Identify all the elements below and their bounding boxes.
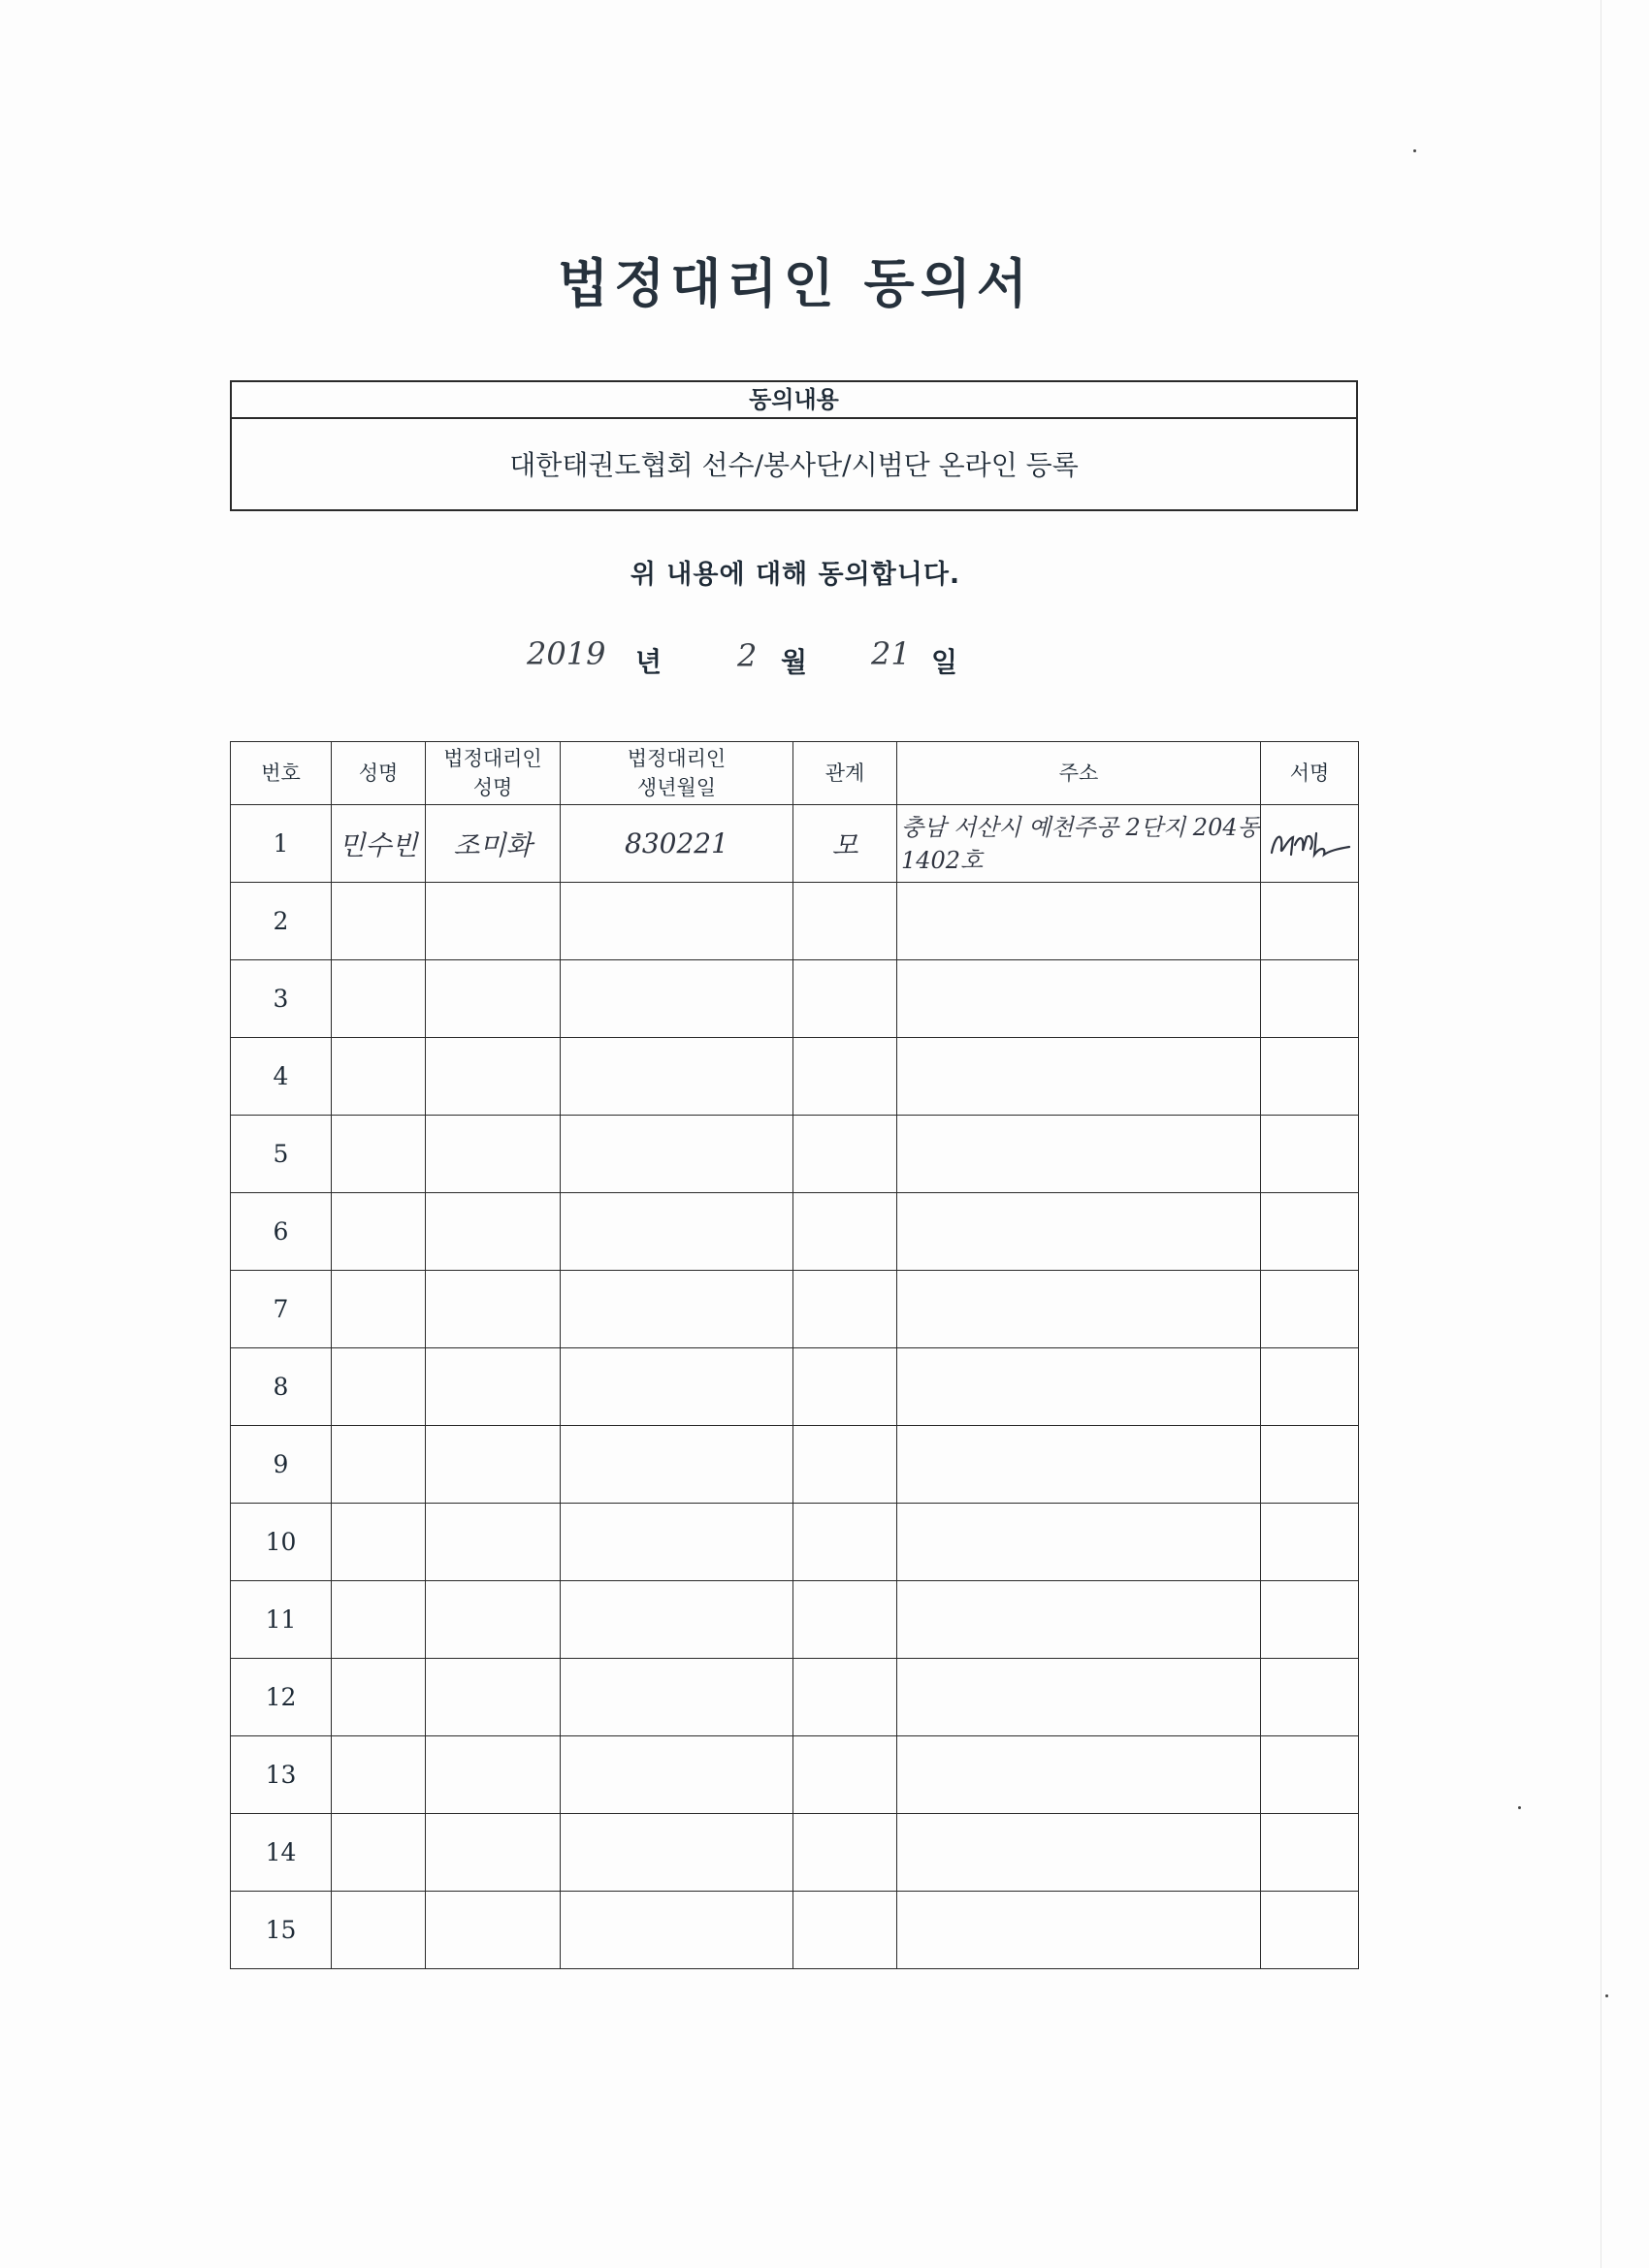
date-day: 21	[871, 635, 911, 672]
cell-name	[332, 883, 426, 960]
cell-guardian	[426, 1581, 561, 1659]
cell-guardian	[426, 1504, 561, 1581]
cell-name	[332, 1271, 426, 1348]
cell-birth	[561, 1504, 793, 1581]
cell-guardian	[426, 1736, 561, 1814]
cell-guardian	[426, 805, 561, 883]
col-header-name: 성명	[332, 742, 426, 805]
handwritten-guardian: 조미화	[453, 828, 533, 861]
cell-guardian	[426, 883, 561, 960]
row-number: 3	[231, 960, 332, 1038]
cell-signature	[1261, 1348, 1359, 1426]
cell-guardian	[426, 1116, 561, 1193]
table-row	[231, 1426, 1359, 1504]
cell-birth	[561, 1659, 793, 1736]
row-number: 15	[231, 1892, 332, 1969]
cell-name	[332, 1038, 426, 1116]
cell-name	[332, 1426, 426, 1504]
handwritten-relation: 모	[831, 828, 858, 861]
row-number: 13	[231, 1736, 332, 1814]
table-row	[231, 1504, 1359, 1581]
cell-signature	[1261, 1426, 1359, 1504]
cell-signature	[1261, 1659, 1359, 1736]
handwritten-address: 충남 서산시 예천주공 2단지 204동 1402호	[901, 813, 1260, 874]
cell-name	[332, 1193, 426, 1271]
table-row	[231, 1193, 1359, 1271]
cell-signature	[1261, 1892, 1359, 1969]
cell-signature	[1261, 1736, 1359, 1814]
cell-address	[897, 960, 1261, 1038]
cell-relation	[793, 1581, 897, 1659]
cell-relation	[793, 883, 897, 960]
date-month: 2	[737, 637, 758, 674]
row-number: 11	[231, 1581, 332, 1659]
cell-guardian	[426, 1426, 561, 1504]
cell-address	[897, 1581, 1261, 1659]
cell-signature	[1261, 1504, 1359, 1581]
table-row	[231, 805, 1359, 883]
cell-birth	[561, 1271, 793, 1348]
document-title: 법정대리인 동의서	[557, 253, 1034, 314]
consent-content: 대한태권도협회 선수/봉사단/시범단 온라인 등록	[509, 449, 1079, 481]
cell-relation	[793, 1736, 897, 1814]
date-month-label: 월	[781, 646, 808, 678]
cell-relation	[793, 1348, 897, 1426]
cell-guardian	[426, 1271, 561, 1348]
cell-address	[897, 1038, 1261, 1116]
cell-guardian	[426, 1814, 561, 1892]
cell-relation	[793, 1038, 897, 1116]
row-number: 4	[231, 1038, 332, 1116]
cell-birth	[561, 1116, 793, 1193]
row-number: 9	[231, 1426, 332, 1504]
col-header-signature: 서명	[1261, 742, 1359, 805]
cell-name	[332, 1504, 426, 1581]
table-row	[231, 1116, 1359, 1193]
cell-address	[897, 1736, 1261, 1814]
col-header-relation: 관계	[793, 742, 897, 805]
cell-relation	[793, 960, 897, 1038]
cell-guardian	[426, 1659, 561, 1736]
cell-address	[897, 1193, 1261, 1271]
cell-signature	[1261, 1271, 1359, 1348]
row-number: 8	[231, 1348, 332, 1426]
cell-signature	[1261, 883, 1359, 960]
header-line: 법정대리인	[443, 747, 542, 770]
cell-address	[897, 1426, 1261, 1504]
cell-relation	[793, 1116, 897, 1193]
table-row	[231, 960, 1359, 1038]
row-number: 12	[231, 1659, 332, 1736]
date-year: 2019	[527, 635, 606, 672]
row-number: 7	[231, 1271, 332, 1348]
cell-address	[897, 883, 1261, 960]
table-row	[231, 1348, 1359, 1426]
cell-birth	[561, 960, 793, 1038]
header-line: 생년월일	[636, 776, 717, 799]
consent-header: 동의내용	[232, 382, 1356, 419]
cell-signature	[1261, 1116, 1359, 1193]
table-header-row	[231, 742, 1359, 805]
cell-birth	[561, 1038, 793, 1116]
row-number: 2	[231, 883, 332, 960]
cell-name	[332, 1116, 426, 1193]
cell-name	[332, 960, 426, 1038]
cell-signature	[1261, 1581, 1359, 1659]
cell-name	[332, 1814, 426, 1892]
cell-address	[897, 1892, 1261, 1969]
cell-name	[332, 805, 426, 883]
cell-signature	[1261, 1814, 1359, 1892]
cell-guardian	[426, 1193, 561, 1271]
cell-birth	[561, 1193, 793, 1271]
table-row	[231, 1581, 1359, 1659]
cell-relation	[793, 1426, 897, 1504]
cell-relation	[793, 1814, 897, 1892]
cell-birth	[561, 1426, 793, 1504]
table-row	[231, 1814, 1359, 1892]
scan-edge	[1600, 0, 1601, 2268]
cell-address	[897, 1659, 1261, 1736]
guardian-table	[230, 741, 1359, 1969]
cell-name	[332, 1736, 426, 1814]
cell-name	[332, 1348, 426, 1426]
col-header-guardian-birthdate	[561, 742, 793, 805]
scan-speck	[1605, 1994, 1608, 1997]
cell-name	[332, 1659, 426, 1736]
cell-relation	[793, 1271, 897, 1348]
cell-relation	[793, 1892, 897, 1969]
cell-signature	[1261, 960, 1359, 1038]
table-row	[231, 1271, 1359, 1348]
handwritten-name: 민수빈	[339, 828, 418, 861]
consent-box	[230, 380, 1358, 511]
cell-guardian	[426, 1038, 561, 1116]
row-number: 14	[231, 1814, 332, 1892]
cell-address	[897, 1116, 1261, 1193]
cell-signature	[1261, 1193, 1359, 1271]
cell-relation	[793, 805, 897, 883]
table-row	[231, 1736, 1359, 1814]
cell-birth	[561, 1814, 793, 1892]
cell-name	[332, 1581, 426, 1659]
cell-signature	[1261, 1038, 1359, 1116]
cell-birth	[561, 1581, 793, 1659]
cell-relation	[793, 1504, 897, 1581]
cell-signature	[1261, 805, 1359, 883]
row-number: 5	[231, 1116, 332, 1193]
date-day-label: 일	[931, 646, 958, 678]
cell-address	[897, 1814, 1261, 1892]
table-row	[231, 1038, 1359, 1116]
header-line: 성명	[472, 776, 513, 799]
scan-speck	[1518, 1806, 1521, 1809]
table-row	[231, 1659, 1359, 1736]
cell-address	[897, 805, 1261, 883]
cell-address	[897, 1271, 1261, 1348]
cell-address	[897, 1348, 1261, 1426]
cell-guardian	[426, 1348, 561, 1426]
cell-address	[897, 1504, 1261, 1581]
col-header-address: 주소	[897, 742, 1261, 805]
header-line: 법정대리인	[627, 747, 727, 770]
row-number: 6	[231, 1193, 332, 1271]
cell-birth	[561, 805, 793, 883]
cell-birth	[561, 1736, 793, 1814]
cell-birth	[561, 1892, 793, 1969]
handwritten-birth: 830221	[625, 827, 728, 859]
cell-birth	[561, 1348, 793, 1426]
table-row	[231, 883, 1359, 960]
cell-name	[332, 1892, 426, 1969]
row-number: 1	[231, 805, 332, 883]
date-year-label: 년	[635, 646, 663, 678]
scan-speck	[1413, 149, 1416, 152]
col-header-number: 번호	[231, 742, 332, 805]
row-number: 10	[231, 1504, 332, 1581]
table-row	[231, 1892, 1359, 1969]
cell-guardian	[426, 1892, 561, 1969]
cell-relation	[793, 1193, 897, 1271]
agreement-text: 위 내용에 대해 동의합니다.	[630, 560, 961, 590]
cell-relation	[793, 1659, 897, 1736]
col-header-guardian-name	[426, 742, 561, 805]
cell-guardian	[426, 960, 561, 1038]
cell-birth	[561, 883, 793, 960]
handwritten-signature	[1266, 820, 1353, 868]
